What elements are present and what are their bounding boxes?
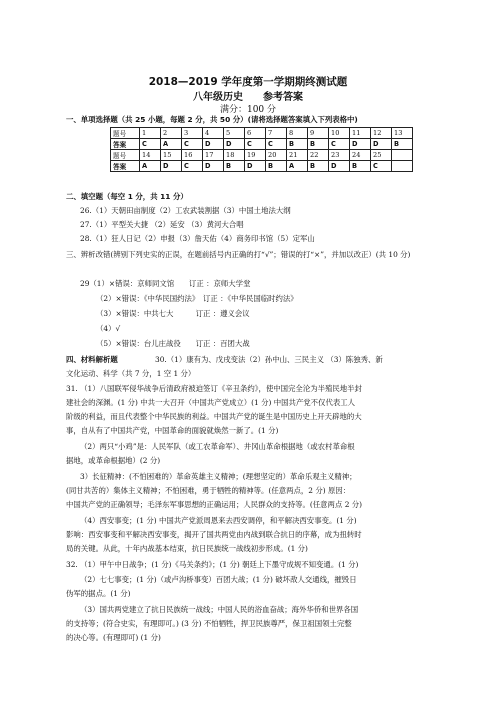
table-cell: C (245, 139, 266, 150)
table-cell: 2 (161, 128, 182, 139)
table-row (111, 139, 413, 150)
table-cell: 21 (287, 150, 308, 161)
answer-31-line-9: 中国共产党的正确领导；毛泽东军事思想的正确运用；人民群众的支持等。(任意两点 2 分) (66, 500, 363, 509)
table-cell: D (203, 139, 224, 150)
answer-26: 26.（1）天朝田亩制度（2）工农武装割据（3）中国土地法大纲 (80, 206, 291, 215)
table-cell: 1 (140, 128, 161, 139)
table-cell: 17 (203, 150, 224, 161)
answer-29-4: （4）√ (96, 324, 121, 333)
table-cell: D (371, 139, 392, 150)
table-cell: D (203, 161, 224, 172)
document-subtitle: 八年级历史 参考答案 (193, 92, 303, 103)
table-cell: 12 (371, 128, 392, 139)
table-cell: D (329, 161, 350, 172)
answer-29-5: （5）×错误：台儿庄战役 订正 ：百团大战 (96, 339, 250, 348)
table-cell: D (245, 161, 266, 172)
answer-table (110, 127, 413, 172)
table-cell: 4 (203, 128, 224, 139)
answer-31-line-2: 建社会的深渊。(1 分) 中共一大召开（中国共产党成立）(1 分) 中国共产党不仅代表工人 (66, 398, 356, 407)
table-cell: A (161, 139, 182, 150)
table-cell: B (224, 161, 245, 172)
table-cell: 9 (308, 128, 329, 139)
answer-31-line-6: 据地，或革命根据地）(2 分) (66, 456, 161, 465)
table-cell: 18 (224, 150, 245, 161)
answer-29-2: （2）×错误：《中华民国约法》 订正 ：《中华民国临时约法》 (96, 294, 298, 303)
answer-30-line-1: 30.（1）康有为、戊戌变法（2）孙中山、三民主义 （3）陈独秀、新 (155, 355, 383, 364)
table-cell: 13 (392, 128, 413, 139)
table-cell: 15 (161, 150, 182, 161)
table-cell: D (224, 139, 245, 150)
answer-31-line-4: 事，自从有了中国共产党，中国革命的面貌就焕然一新了。(1 分) (66, 426, 279, 435)
answer-29-3: （3）×错误：中共七大 订正 ：遵义会议 (96, 309, 250, 318)
table-cell: C (182, 161, 203, 172)
answer-31-line-3: 阶级的利益，而且代表整个中华民族的利益。中国共产党的诞生是中国历史上开天辟地的大 (66, 412, 362, 421)
answer-32-line-6: 的决心等。(有理即可) (1 分) (66, 633, 161, 642)
answer-31-line-11: 影响：西安事变和平解决西安事变，揭开了国共两党由内战到联合抗日的序幕，成为扭转时 (66, 530, 362, 539)
table-cell: 6 (245, 128, 266, 139)
table-cell: 5 (224, 128, 245, 139)
answer-31-line-10: （4）西安事变；(1 分) 中国共产党派周恩来去西安调停，和平解决西安事变。(1 分) (80, 516, 357, 525)
table-cell: B (308, 161, 329, 172)
table-cell: 24 (350, 150, 371, 161)
table-cell: C (182, 139, 203, 150)
table-cell: C (371, 161, 392, 172)
table-cell: 题号 (111, 150, 140, 161)
answer-31-line-7: 3）长征精神：(不怕困难的）革命英雄主义精神；(理想坚定的）革命乐观主义精神； (80, 472, 357, 481)
table-cell: 19 (245, 150, 266, 161)
answer-31-line-5: （2）两只“小鸡”是：人民军队（或工农革命军）、井冈山革命根据地（或农村革命根 (80, 442, 355, 451)
table-cell: D (350, 139, 371, 150)
table-cell: 16 (182, 150, 203, 161)
answer-31-line-12: 局的关键。从此，十年内战基本结束，抗日民族统一战线初步形成。(1 分) (66, 544, 308, 553)
answer-32-line-5: 的支持等；(符合史实，有理即可。) (3 分) 不怕牺牲，捍卫民族尊严，保卫祖国领土完整 (66, 619, 352, 628)
answer-27: 27.（1）平型关大捷 （2）延安 （3）黄河大合唱 (80, 220, 244, 229)
table-cell: C (329, 139, 350, 150)
table-cell: C (140, 139, 161, 150)
answer-28: 28.（1）狂人日记（2）申报（3）詹天佑（4）商务印书馆（5）定军山 (80, 234, 315, 243)
section-1-heading: 一、单项选择题（共 25 小题，每题 2 分，共 50 分）(请将选择题答案填入下列表格中) (66, 115, 358, 124)
table-row (111, 150, 413, 161)
table-cell: C (266, 139, 287, 150)
table-cell: 25 (371, 150, 392, 161)
table-cell: 题号 (111, 128, 140, 139)
table-cell: 22 (308, 150, 329, 161)
answer-31-line-1: 31. （1）八国联军侵华战争后清政府被迫签订《辛丑条约》，使中国完全沦为半殖民地半封 (66, 384, 362, 393)
table-cell: B (350, 161, 371, 172)
table-cell: 20 (266, 150, 287, 161)
table-cell (392, 150, 413, 161)
table-cell: A (287, 161, 308, 172)
table-cell: 答案 (111, 139, 140, 150)
total-score: 满分：100 分 (219, 105, 277, 115)
table-cell: 3 (182, 128, 203, 139)
table-row (111, 161, 413, 172)
answer-31-line-8: (同甘共苦的）集体主义精神；不怕困难，勇于牺牲的精神等。(任意两点，2 分) 原因： (66, 486, 351, 495)
answer-29-1: 29（1）×错误：京师同文馆 订正 ：京师大学堂 (80, 279, 251, 288)
table-cell: 14 (140, 150, 161, 161)
table-cell: 答案 (111, 161, 140, 172)
answer-32-line-4: （3）国共两党建立了抗日民族统一战线；中国人民的浴血奋战；海外华侨和世界各国 (80, 605, 359, 614)
table-cell: B (287, 139, 308, 150)
table-row (111, 128, 413, 139)
table-cell: 10 (329, 128, 350, 139)
table-cell: 23 (329, 150, 350, 161)
answer-32-line-2: （2）七七事变；(1 分)（或卢沟桥事变）百团大战；(1 分) 破坏敌人交通线，摧毁日 (80, 575, 357, 584)
table-cell: 7 (266, 128, 287, 139)
answer-30-line-2: 文化运动、科学（共 7 分，1 空 1 分） (66, 369, 196, 378)
answer-32-line-3: 伪军的据点。(1 分) (66, 589, 131, 598)
document-title: 2018—2019 学年度第一学期期终测试题 (148, 76, 348, 88)
answer-32-line-1: 32. （1）甲午中日战争；(1 分)《马关条约》；(1 分) 朝廷上下墨守成规不知变通。(1 分) (66, 560, 359, 569)
section-4-heading: 四、材料解析题 (66, 355, 118, 364)
table-cell: B (308, 139, 329, 150)
table-cell: 8 (287, 128, 308, 139)
section-3-heading: 三、辨析改错(辨别下列史实的正误，在题前括号内正确的打“√”；错误的打“×”，并加以改正）(共 10 分) (66, 250, 411, 259)
section-2-heading: 二、填空题（每空 1 分，共 11 分） (66, 192, 188, 201)
table-cell: 11 (350, 128, 371, 139)
table-cell: A (140, 161, 161, 172)
table-cell: D (161, 161, 182, 172)
table-cell: B (392, 139, 413, 150)
table-cell: B (266, 161, 287, 172)
table-cell (392, 161, 413, 172)
